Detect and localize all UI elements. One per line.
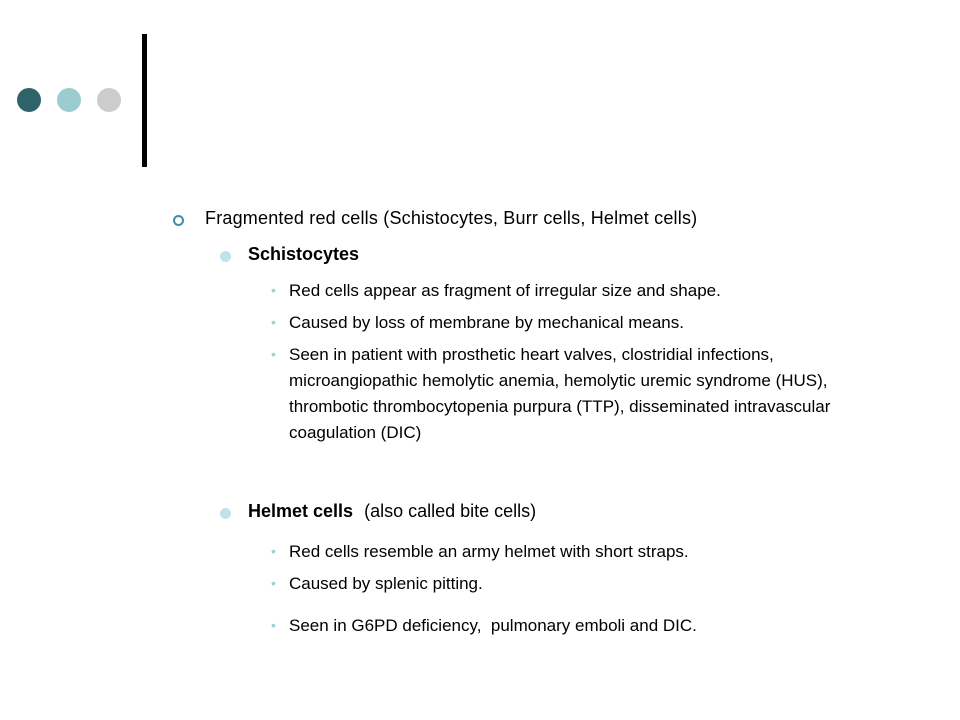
helmet-cells-subtitle: (also called bite cells) bbox=[364, 501, 537, 521]
decorative-dot-dark bbox=[17, 88, 41, 112]
small-dot-bullet-icon: • bbox=[271, 575, 276, 591]
filled-circle-bullet-icon bbox=[220, 251, 231, 262]
schistocytes-point-2: Caused by loss of membrane by mechanical means. bbox=[289, 313, 684, 332]
schistocytes-title: Schistocytes bbox=[248, 244, 360, 264]
schistocytes-point-1: Red cells appear as fragment of irregular size and shape. bbox=[289, 281, 721, 300]
helmet-point-2: Caused by splenic pitting. bbox=[289, 574, 483, 593]
ring-bullet-icon bbox=[173, 215, 184, 226]
decorative-dot-teal bbox=[57, 88, 81, 112]
helmet-cells-heading bbox=[248, 501, 536, 522]
helmet-point-1: Red cells resemble an army helmet with short straps. bbox=[289, 542, 689, 561]
filled-circle-bullet-icon bbox=[220, 508, 231, 519]
small-dot-bullet-icon: • bbox=[271, 543, 276, 559]
decorative-dot-gray bbox=[97, 88, 121, 112]
small-dot-bullet-icon: • bbox=[271, 282, 276, 298]
main-heading: Fragmented red cells (Schistocytes, Burr cells, Helmet cells) bbox=[205, 208, 698, 228]
small-dot-bullet-icon: • bbox=[271, 617, 276, 633]
helmet-point-3: Seen in G6PD deficiency, pulmonary emboli and DIC. bbox=[289, 616, 697, 635]
small-dot-bullet-icon: • bbox=[271, 346, 276, 362]
helmet-cells-title: Helmet cells bbox=[248, 501, 354, 521]
small-dot-bullet-icon: • bbox=[271, 314, 276, 330]
title-divider-bar bbox=[142, 34, 147, 167]
schistocytes-point-3: Seen in patient with prosthetic heart valves, clostridial infections, microangiopathic hemolytic anemia, hemolytic uremic syndrome (HUS), thrombotic thrombocytopenia purpura (TTP), disseminated intravascular coagulation (DIC) bbox=[289, 345, 831, 442]
